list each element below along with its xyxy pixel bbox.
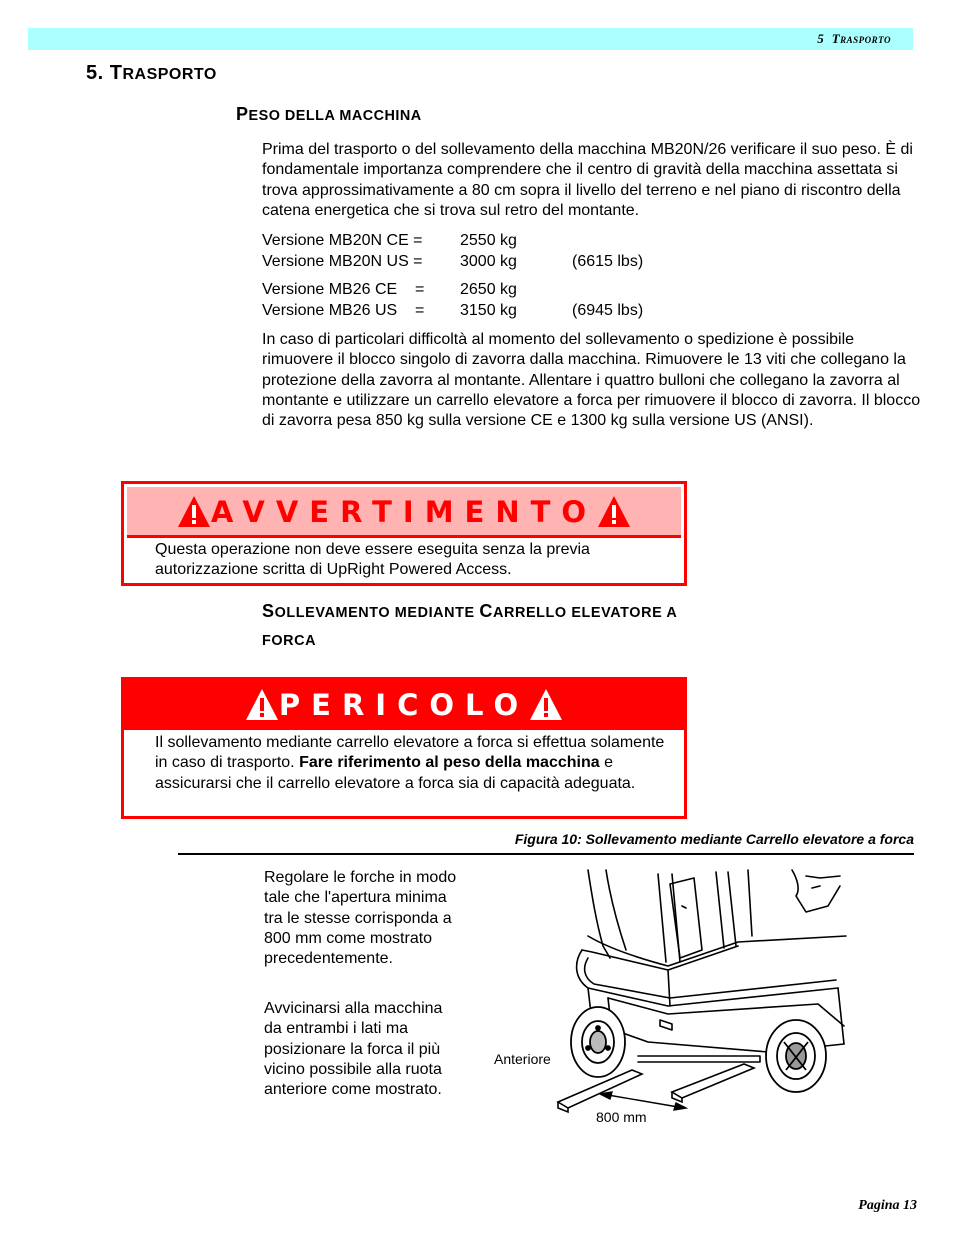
weight-kg: 2550 kg bbox=[460, 232, 517, 249]
section2-initial-1: S bbox=[262, 601, 275, 621]
section1-title-initial: P bbox=[236, 104, 249, 124]
danger-title-text: PERICOLO bbox=[278, 688, 530, 722]
page-number: Pagina 13 bbox=[858, 1198, 917, 1213]
chapter-heading bbox=[86, 62, 217, 85]
section-heading-weight bbox=[236, 104, 422, 125]
warning-triangle-icon bbox=[597, 495, 631, 528]
weight-label: Versione MB20N US = bbox=[262, 252, 423, 270]
warning-banner-title bbox=[127, 495, 681, 529]
weight-kg: 3150 kg bbox=[460, 301, 517, 319]
danger-notice bbox=[121, 677, 687, 819]
ballast-removal-paragraph: In caso di particolari difficoltà al momento del sollevamento o spedizione è possibile rimuovere il blocco singolo di zavorra dalla macchina. Rimuovere le 13 viti che collegano la protezione della zavorra al montante. Allentare i quattro bulloni che collegano la zavorra al montante e utilizzare un carrello elevatore a forca per rimuovere il blocco di zavorra. Il blocco di zavorra pesa 850 kg sulla versione CE e 1300 kg sulla versione US (ANSI). bbox=[262, 331, 921, 430]
weight-label: Versione MB26 CE = bbox=[262, 281, 425, 298]
weight-intro-paragraph: Prima del trasporto o del sollevamento della macchina MB20N/26 verificare il suo peso. È di fondamentale importanza comprendere che il centro di gravità della macchina assettata si trova approssimativamente a 80 cm sopra il livello del terreno e nel piano di riscontro della catena energetica che si trova sul retro del montante. bbox=[262, 141, 913, 219]
section-heading-forklift bbox=[262, 598, 902, 654]
caption-rule bbox=[178, 853, 914, 855]
weight-label: Versione MB20N CE = bbox=[262, 232, 423, 249]
label-fork-gap: 800 mm bbox=[596, 1109, 647, 1125]
running-header-text bbox=[817, 31, 891, 47]
danger-text bbox=[155, 733, 675, 794]
weight-kg: 3000 kg bbox=[460, 252, 517, 270]
weight-lbs: (6615 lbs) bbox=[572, 252, 644, 270]
danger-text-part2: e assicurarsi che il carrello elevatore a forca sia di capacità adeguata. bbox=[155, 754, 636, 792]
running-header bbox=[28, 28, 913, 50]
section1-title-rest: ESO DELLA MACCHINA bbox=[248, 108, 422, 124]
warning-text: Questa operazione non deve essere eseguita senza la previa autorizzazione scritta di UpRight Powered Access. bbox=[155, 541, 590, 579]
warning-triangle-icon bbox=[529, 688, 563, 721]
warning-triangle-icon bbox=[245, 688, 279, 721]
warning-title-text: AVVERTIMENTO bbox=[210, 495, 598, 529]
instruction-approach: Avvicinarsi alla macchina da entrambi i lati ma posizionare la forca il più vicino possibile alla ruota anteriore come mostrato. bbox=[264, 1000, 443, 1099]
weight-label: Versione MB26 US = bbox=[262, 301, 425, 319]
label-front: Anteriore bbox=[494, 1051, 551, 1067]
chapter-number: 5. bbox=[86, 62, 104, 84]
figure-caption: Figura 10: Sollevamento mediante Carrello elevatore a forca bbox=[514, 831, 914, 847]
instruction-fork-spacing: Regolare le forche in modo tale che l'apertura minima tra le stesse corrisponda a 800 mm come mostrato precedentemente. bbox=[264, 869, 457, 968]
header-section-title: Trasporto bbox=[831, 31, 891, 46]
warning-triangle-icon bbox=[177, 495, 211, 528]
danger-banner bbox=[124, 680, 684, 730]
section2-text-1: OLLEVAMENTO MEDIANTE bbox=[274, 605, 480, 621]
section2-initial-2: C bbox=[479, 601, 493, 621]
chapter-title-rest: RASPORTO bbox=[122, 66, 217, 83]
chapter-title-initial: T bbox=[109, 62, 123, 84]
danger-banner-title bbox=[124, 688, 684, 722]
danger-text-bold: Fare riferimento al peso della macchina bbox=[299, 754, 600, 772]
warning-notice bbox=[121, 481, 687, 586]
warning-banner bbox=[127, 487, 681, 538]
section2-text-2: ARRELLO ELEVATORE A bbox=[492, 605, 678, 621]
weight-lbs: (6945 lbs) bbox=[572, 301, 644, 319]
header-section-number: 5 bbox=[817, 31, 825, 46]
weight-kg: 2650 kg bbox=[460, 281, 517, 298]
forklift-lifting-illustration bbox=[548, 866, 848, 1122]
danger-text-part1: Il sollevamento mediante carrello elevatore a forca si effettua solamente in caso di trasporto. bbox=[155, 734, 665, 772]
section2-text-3: FORCA bbox=[262, 633, 317, 649]
